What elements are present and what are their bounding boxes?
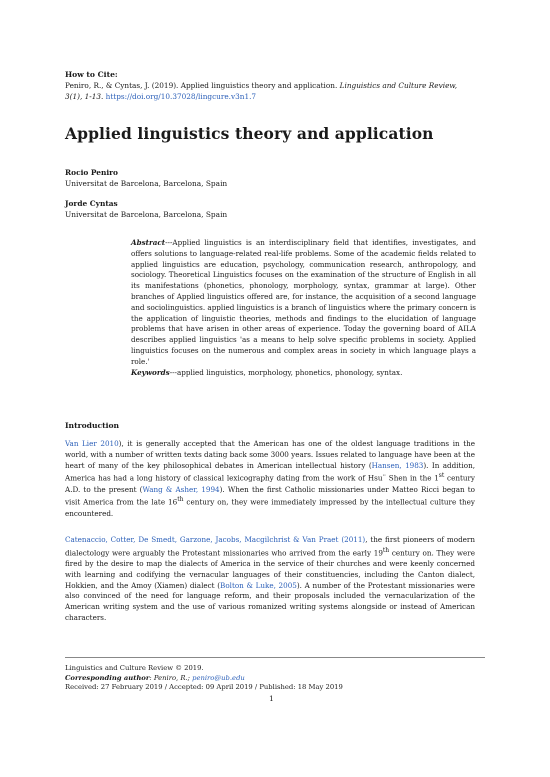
- citation-authors: Peniro, R., & Cyntas, J. (2019). Applied linguistics theory and application.: [65, 81, 338, 90]
- citation-volume: 3(1), 1-13.: [65, 92, 104, 101]
- citation-link[interactable]: Hansen, 1983: [371, 460, 424, 470]
- footer-dates: Received: 27 February 2019 / Accepted: 09 April 2019 / Published: 18 May 2019: [65, 683, 343, 692]
- citation-link[interactable]: Van Lier 2010: [65, 439, 119, 448]
- citation-doi-link[interactable]: https://doi.org/10.37028/lingcure.v3n1.7: [105, 92, 257, 101]
- page-number: 1: [269, 694, 274, 703]
- intro-paragraph-2: Catenaccio, Cotter, De Smedt, Garzone, Jacobs, Macgilchrist & Van Praet (2011), the first pioneers of modern dialectology were arguably the Protestant missionaries who arrived from the early 19th century on. They were fired by the desire to map the dialects of America in the service of their churches and were keenly concerned with learning and codifying the vernacular languages of their constituencies, including the Canton dialect, Hokkien, and the Amoy (Xiamen) dialect (Bolton & Luke, 2005). A number of the Protestant missionaries were also convinced of the need for language reform, and their proposals included the vernacularization of the American writing system and the use of various romanized writing systems alongside or instead of American characters.: [65, 535, 476, 622]
- paper-title: Applied linguistics theory and application: [65, 124, 434, 143]
- footer-block: [65, 664, 475, 693]
- abstract-block: [131, 238, 476, 378]
- citation-link[interactable]: Bolton & Luke, 2005: [220, 580, 297, 590]
- citation-link[interactable]: Wang & Asher, 1994: [142, 484, 220, 494]
- introduction-heading: Introduction: [65, 421, 120, 430]
- intro-paragraph-1: Van Lier 2010), it is generally accepted that the American has one of the oldest language traditions in the world, with a number of written texts dating back some 3000 years. Issues related to language have been at the heart of many of the key philosophical debates in American intellectual history (Hansen, 1983). In addition, America has had a long history of classical lexicography dating from the work of Hsu¨ Shen in the 1st century A.D. to the present (Wang & Asher, 1994). When the first Catholic missionaries under Matteo Ricci began to visit America from the late 16th century on, they were immediately impressed by the intellectual culture they encountered.: [65, 439, 475, 518]
- keywords-label: Keywords: [131, 367, 170, 377]
- author-name: Rocio Peniro: [65, 168, 118, 177]
- keywords-line: Keywords---applied linguistics, morphology, phonetics, phonology, syntax.: [131, 367, 403, 377]
- author-email-link[interactable]: peniro@ub.edu: [192, 673, 245, 682]
- citation-text: [65, 80, 475, 102]
- author-name: Jorde Cyntas: [65, 199, 118, 208]
- citation-link[interactable]: Catenaccio, Cotter, De Smedt, Garzone, Jacobs, Macgilchrist & Van Praet (2011): [65, 535, 366, 544]
- author-affiliation: Universitat de Barcelona, Barcelona, Spain: [65, 179, 228, 188]
- abstract-text: Abstract---Applied linguistics is an interdisciplinary field that identifies, investigates, and offers solutions to language-related real-life problems. Some of the academic fields related to applied linguistics are education, psychology, communication research, anthropology, and sociology. Theoretical Linguistics focuses on the examination of the structure of English in all its manifestations (phonetics, phonology, morphology, syntax, grammar at large). Other branches of Applied linguistics offered are, for instance, the acquisition of a second language and sociolinguistics. applied linguistics is a branch of linguistics where the primary concern is the application of linguistic theories, methods and findings to the elucidation of language problems that have arisen in other areas of experience. Today the governing board of AILA describes applied linguistics 'as a means to help solve specific problems in society. Applied linguistics focuses on the numerous and complex areas in society in which language plays a role.': [131, 238, 476, 366]
- author-block-1: [65, 167, 475, 189]
- citation-journal: Linguistics and Culture Review,: [339, 81, 458, 90]
- footer-corresponding-author: Corresponding author: Peniro, R.; peniro@ub.edu: [65, 673, 245, 682]
- abstract-label: Abstract: [131, 238, 166, 247]
- how-to-cite-heading: How to Cite:: [65, 70, 118, 79]
- author-block-2: [65, 198, 475, 220]
- author-affiliation: Universitat de Barcelona, Barcelona, Spain: [65, 210, 228, 219]
- footer-divider: [65, 657, 485, 658]
- footer-copyright: Linguistics and Culture Review © 2019.: [65, 664, 204, 672]
